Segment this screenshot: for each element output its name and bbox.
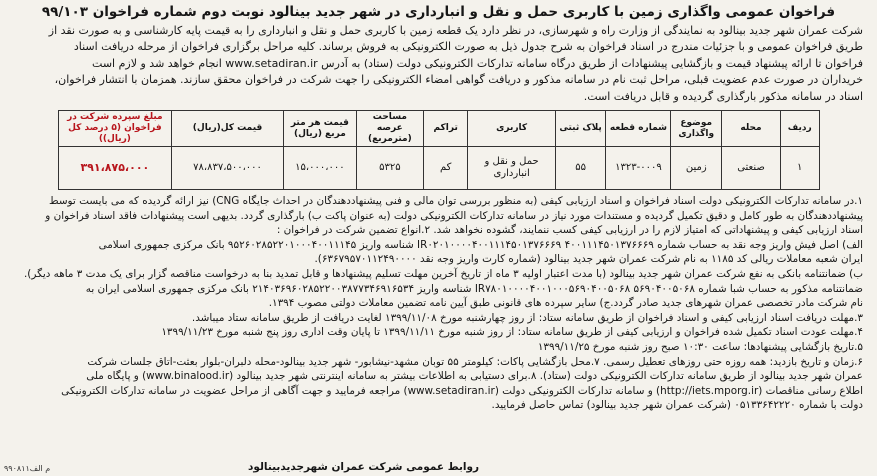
header-area: مساحت عرصه (مترمربع) [356, 111, 423, 147]
terms-line: ۴.مهلت عودت اسناد تکمیل شده فراخوان و ارزیابی کیفی از طریق سامانه ستاد: از روز شنبه مورخ ۱۳۹۹/۱۱/۱۱ تا پایان وقت اداری روز پنج شنبه مورخ ۱۳۹۹/۱۱/۲۳ [161, 326, 863, 339]
terms-line: ۱.در سامانه تدارکات الکترونیکی دولت اسناد فراخوان و اسناد ارزیابی کیفی (به منظور بررسی توان مالی و فنی پیشنهاددهندگان در احداث جایگاه CNG) نیز ارائه گردیده که می بایست توسط [48, 195, 863, 208]
terms-line: ۶.زمان و تاریخ بازدید: همه روزه حتی روزهای تعطیل رسمی. ۷.محل بازگشایی پاکات: کیلومتر ۵۵ توبان مشهد-نیشابور- شهر جدید بینالود-محله دلبران-بلوار بعثت-اتاق جلسات شرکت [87, 355, 863, 368]
terms-line: ۵.تاریخ بازگشایی پیشنهادها: ساعت ۱۰:۳۰ صبح روز شنبه مورخ ۱۳۹۹/۱۱/۲۵ [537, 340, 863, 353]
cell-unit-price: ۱۵،۰۰۰،۰۰۰ [283, 147, 356, 190]
cell-density: کم [423, 147, 468, 190]
header-block-number: پلاک ثبتی [555, 111, 606, 147]
cell-deposit: ۳۹۱،۸۷۵،۰۰۰ [58, 147, 172, 190]
ad-code: م الف۹۹۰۸۱۱ [4, 464, 51, 473]
header-parcel-number: شماره قطعه [606, 111, 671, 147]
terms-line: ب) ضمانتنامه بانکی به نفع شرکت عمران شهر جدید بینالود (با مدت اعتبار اولیه ۳ ماه از تاریخ آخرین مهلت تسلیم پیشنهادها و قابل تمدید بنا به درخواست مناقصه گزار برای یک مدت ۳ ماهه دیگر). [24, 268, 863, 280]
table-row [58, 147, 819, 190]
intro-line: اسناد در سامانه مذکور بارگذاری گردیده و قابل دریافت است. [583, 89, 863, 103]
intro-line: طریق فراخوان عمومی و با جزئیات مندرج در اسناد فراخوان به شرح جدول ذیل به صورت الکترونیکی به فروش برساند. کلیه مراحل برگزاری فراخوان از مرحله دریافت اسناد [73, 40, 863, 54]
terms-line: ایران شعبه معاملات ریالی کد ۱۱۸۵ به نام شرکت عمران شهر جدید بینالود (شماره کارت واریز وجه نقد ۶۳۶۷۹۵۷۰۱۱۲۴۹۰۰۰۰). [314, 253, 863, 266]
header-land-use: کاربری [468, 111, 555, 147]
cell-block-number: ۵۵ [555, 147, 606, 190]
notice-title: فراخوان عمومی واگذاری زمین با کاربری حمل و نقل و انبارداری در شهر جدید بینالود نوبت دوم شماره فراخوان ۹۹/۱۰۳ [41, 4, 836, 20]
terms-line: اطلاع رسانی مناقصات (http://iets.mporg.ir) و سامانه تدارکات الکترونیکی دولت (www.setadiran.ir) مراجعه فرمایید و جهت آگاهی از مراحل عضویت در سامانه تدارکات الکترونیکی [61, 384, 863, 397]
terms-line: عمران شهر جدید بینالود از طریق سامانه تدارکات الکترونیکی دولت (ستاد). ۸.برای دستیابی به اطلاعات بیشتر به سامانه اینترنتی شهر جدید بینالود (www.binalood.ir) و پایگاه ملی [86, 370, 863, 383]
terms-section [8, 194, 869, 413]
terms-line: نام شرکت مادر تخصصی عمران شهرهای جدید صادر گردد.ج) سایر سپرده های قانونی طبق آیین نامه تضمین معاملات دولتی مصوب ۱۳۹۴. [268, 297, 863, 310]
terms-line: ۳.مهلت دریافت اسناد ارزیابی کیفی و اسناد فراخوان از طریق سامانه ستاد: از روز چهارشنبه مورخ ۱۳۹۹/۱۱/۰۸ لغایت دریافت از طریق سامانه ستاد میباشد. [191, 311, 863, 324]
header-unit-price: قیمت هر متر مربع (ریال) [283, 111, 356, 147]
header-location: محله [722, 111, 781, 147]
header-subject: موضوع واگذاری [671, 111, 722, 147]
notice-footer [0, 459, 877, 473]
header-deposit: مبلغ سپرده شرکت در فراخوان (۵ درصد کل (ریال)) [58, 111, 172, 147]
intro-paragraph [8, 23, 869, 105]
cell-parcel-number: ۱۳۲۳-۰۰۰۹ [606, 147, 671, 190]
intro-line: خریداران در صورت عدم عضویت قبلی، مراحل ثبت نام در سامانه مذکور و دریافت گواهی امضاء الکترونیکی را جهت شرکت در فراخوان محقق سازند. همزمان با انتشار فراخوان، [54, 73, 863, 87]
table-header-row [58, 111, 819, 147]
terms-line: الف) اصل فیش واریز وجه نقد به حساب شماره ۴۰۰۱۱۱۴۵۰۱۳۷۶۶۶۹ IR۰۲۰۱۰۰۰۰۴۰۰۱۱۱۴۵۰۱۳۷۶۶۶۹ شناسه واریز ۹۵۲۶۰۲۸۵۲۲۰۱۰۰۰۴۰۰۱۱۱۴۵ بانک مرکزی جمهوری اسلامی [98, 238, 863, 251]
cell-area: ۵۳۲۵ [356, 147, 423, 190]
land-offer-table [58, 110, 820, 190]
cell-location: صنعتی [722, 147, 781, 190]
cell-land-use: حمل و نقل و انبارداری [468, 147, 555, 190]
intro-line: فراخوان تا ارائه پیشنهاد قیمت و بازگشایی پیشنهادات از طریق درگاه سامانه تدارکات الکترونیکی دولت (ستاد) به آدرس www.setadiran.ir انجام خواهد شد و لازم است [92, 56, 863, 70]
intro-line: شرکت عمران شهر جدید بینالود به نمایندگی از وزارت راه و شهرسازی، در نظر دارد یک قطعه زمین با کاربری حمل و نقل و انبارداری را به قیمت پایه کارشناسی و به صورت نقد از [48, 24, 863, 37]
cell-row-number: ۱ [780, 147, 819, 190]
terms-line: اسناد ارزیابی کیفی و پیشنهاداتی که امتیاز لازم را در ارزیابی کیفی کسب ننمایند، گشوده نخواهد شد. ۲.انواع تضمین شرکت در فراخوان : [276, 224, 863, 237]
cell-subject: زمین [671, 147, 722, 190]
publisher-signature: روابط عمومی شرکت عمران شهرجدیدبینالود [248, 461, 480, 473]
terms-line: پیشنهاددهندگان به طور کامل و دقیق تکمیل گردیده و مستندات مورد نیاز در سامانه تدارکات الکترونیکی دولت (به عنوان پاکت ب) بارگذاری گردد. بدیهی است پیشنهادات فاقد اسناد فراخوان و [45, 209, 863, 222]
header-density: تراکم [423, 111, 468, 147]
cell-total-price: ۷۸،۸۳۷،۵۰۰،۰۰۰ [172, 147, 284, 190]
header-row-number: ردیف [780, 111, 819, 147]
header-total-price: قیمت کل(ریال) [172, 111, 284, 147]
terms-line: دولت با شماره ۰۵۱۳۳۶۴۲۲۲۰ (شرکت عمران شهر جدید بینالود) تماس حاصل فرمایید. [491, 399, 863, 412]
terms-line: ضمانتنامه مذکور به حساب شبا شماره ۵۶۹۰۴۰۰۵۰۶۸ IR۷۸۰۱۰۰۰۰۴۰۰۱۰۰۰۵۶۹۰۴۰۰۵۰۶۸ شناسه واریز ۲۱۴۰۳۶۹۶۰۲۸۵۲۲۰۰۳۸۷۷۳۴۶۹۱۶۵۳۴ بانک مرکزی جمهوری اسلامی ایران به [85, 282, 863, 295]
